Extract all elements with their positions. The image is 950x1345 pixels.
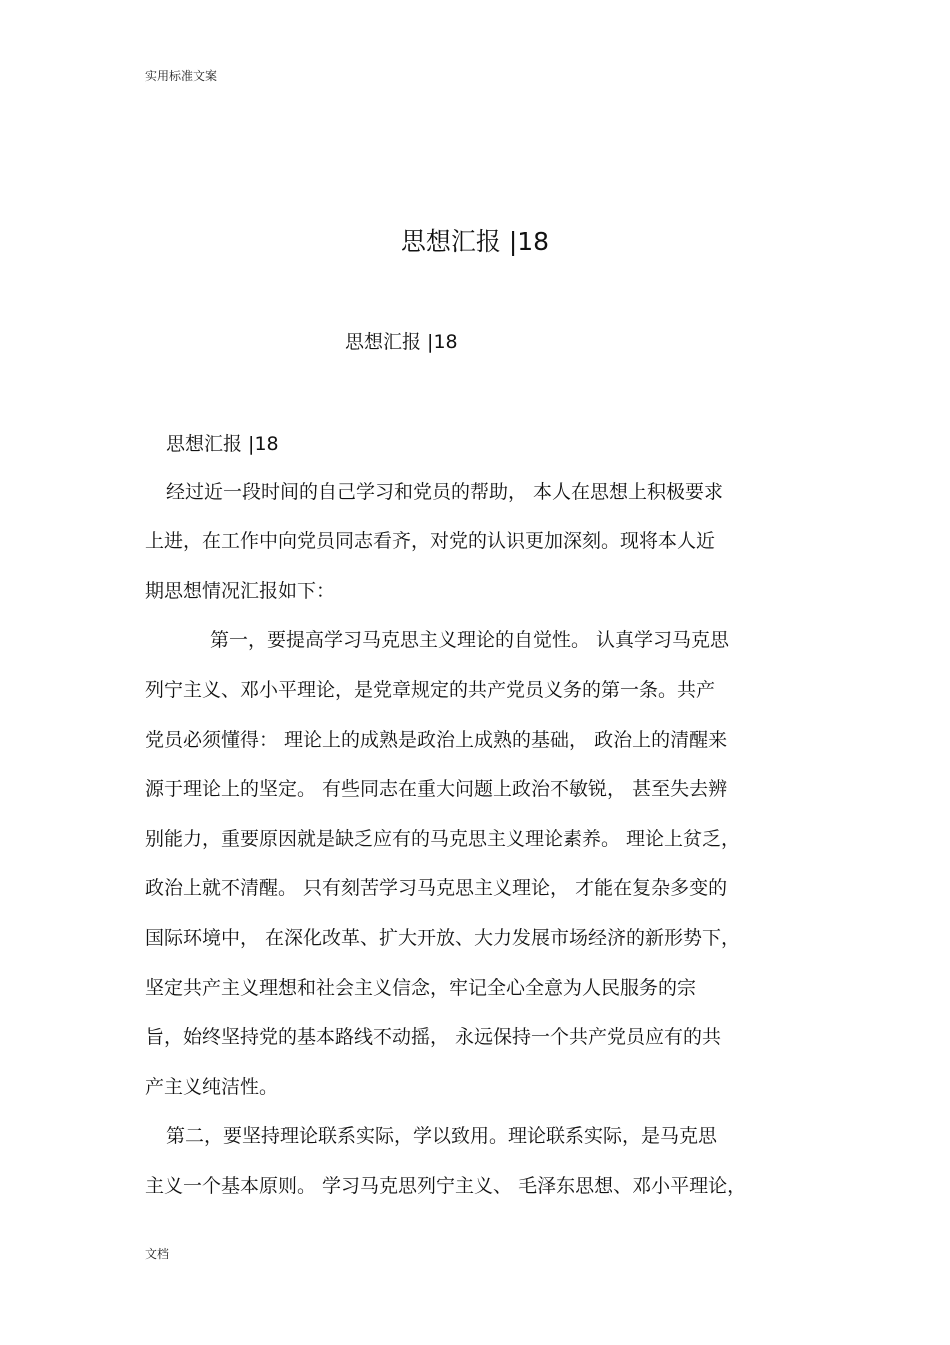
body-line: 产主义纯洁性。 <box>145 1076 279 1098</box>
body-line: 别能力，重要原因就是缺乏应有的马克思主义理论素养。 理论上贫乏， <box>145 828 741 850</box>
body-line: 坚定共产主义理想和社会主义信念，牢记全心全意为人民服务的宗 <box>145 977 697 999</box>
body-line: 政治上就不清醒。 只有刻苦学习马克思主义理论， 才能在复杂多变的 <box>145 877 728 899</box>
body-line: 源于理论上的坚定。 有些同志在重大问题上政治不敏锐， 甚至失去辨 <box>145 778 728 800</box>
body-line: 思想汇报 |18 <box>166 433 279 455</box>
body-line: 第二，要坚持理论联系实际，学以致用。理论联系实际，是马克思 <box>166 1125 718 1147</box>
body-line: 主义一个基本原则。 学习马克思列宁主义、 毛泽东思想、邓小平理论， <box>145 1175 747 1197</box>
body-line: 上进，在工作中向党员同志看齐，对党的认识更加深刻。现将本人近 <box>145 530 716 552</box>
body-line: 旨，始终坚持党的基本路线不动摇， 永远保持一个共产党员应有的共 <box>145 1026 722 1048</box>
body-line: 党员必须懂得： 理论上的成熟是政治上成熟的基础， 政治上的清醒来 <box>145 729 728 751</box>
body-line: 列宁主义、邓小平理论，是党章规定的共产党员义务的第一条。共产 <box>145 679 716 701</box>
body-line: 经过近一段时间的自己学习和党员的帮助， 本人在思想上积极要求 <box>166 481 724 503</box>
page-header: 实用标准文案 <box>145 69 218 83</box>
body-line: 国际环境中， 在深化改革、扩大开放、大力发展市场经济的新形势下， <box>145 927 741 949</box>
page-footer: 文档 <box>145 1247 170 1261</box>
document-title: 思想汇报 |18 <box>400 227 550 256</box>
document-subtitle: 思想汇报 |18 <box>345 331 458 353</box>
body-line: 期思想情况汇报如下： <box>145 580 336 602</box>
body-line: 第一，要提高学习马克思主义理论的自觉性。 认真学习马克思 <box>210 629 730 651</box>
